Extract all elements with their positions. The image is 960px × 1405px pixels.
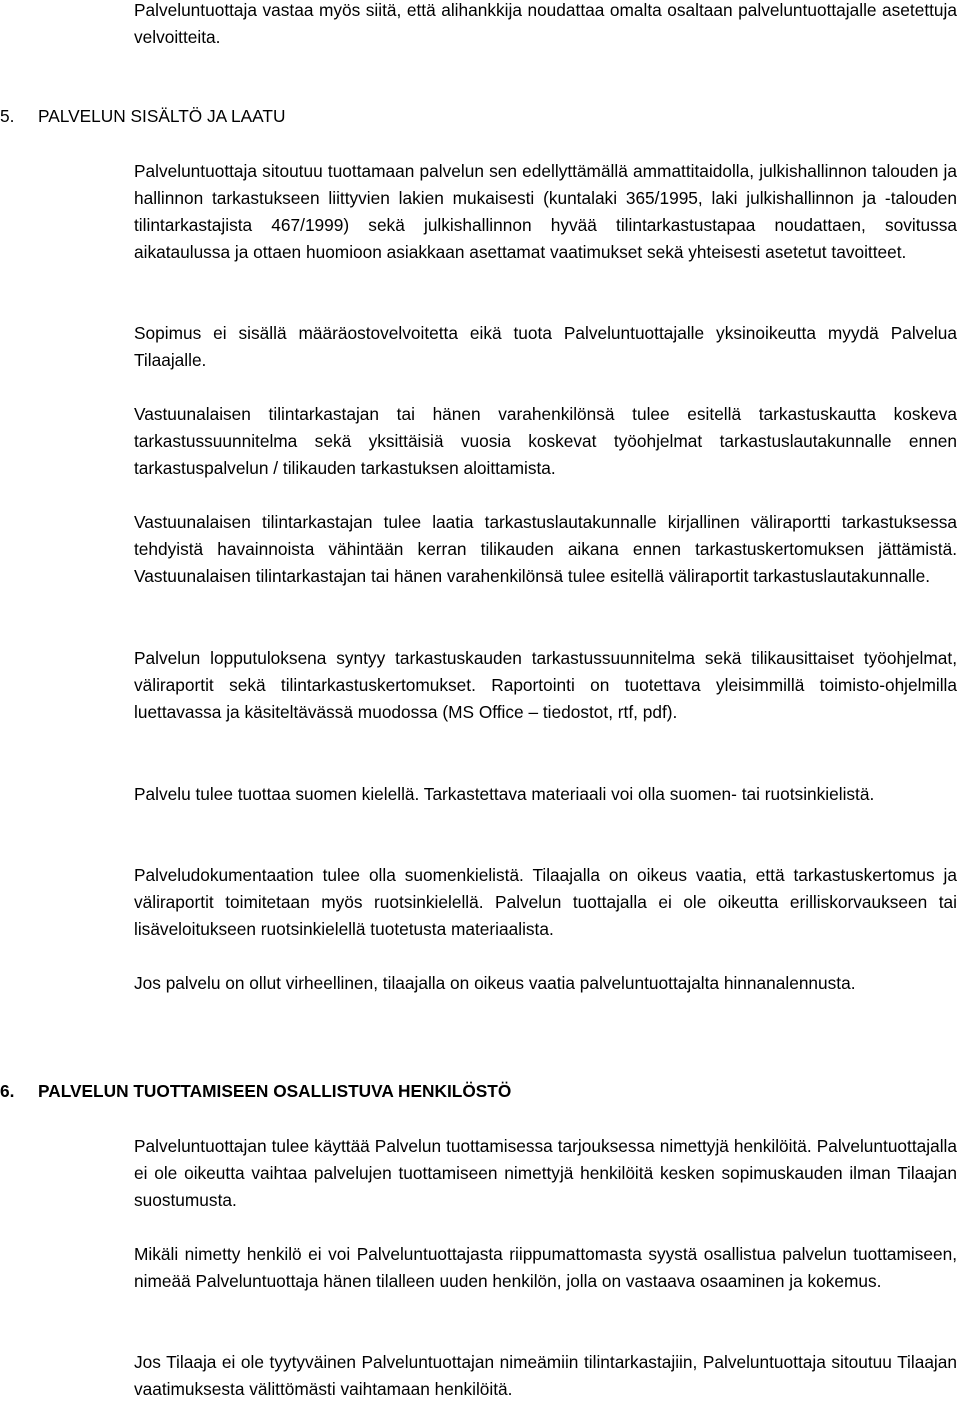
paragraph-language: Palvelu tulee tuottaa suomen kielellä. Tarkastettava materiaali voi olla suomen- tai ruotsinkielistä. <box>134 784 875 804</box>
section-number: 6. <box>0 1081 15 1101</box>
paragraph-client-dissatisfaction: Jos Tilaaja ei ole tyytyväinen Palveluntuottajan nimeämiin tilintarkastajiin, Palveluntuottaja sitoutuu Tilaajan vaatimuksesta välittömästi vaihtamaan henkilöitä. <box>134 1352 957 1399</box>
paragraph-replacement-personnel: Mikäli nimetty henkilö ei voi Palveluntuottajasta riippumattomasta syystä osallistua palvelun tuottamiseen, nimeää Palveluntuottaja hänen tilalleen uuden henkilön, jolla on vastaava osaaminen ja kokemus. <box>134 1244 957 1291</box>
paragraph-deliverables: Palvelun lopputuloksena syntyy tarkastuskauden tarkastussuunnitelma sekä tilikausittaiset työohjelmat, väliraportit sekä tilintarkastuskertomukset. Raportointi on tuotettava yleisimmillä toimisto-ohjelmilla luettavassa ja käsiteltävässä muodossa (MS Office – tiedostot, rtf, pdf). <box>134 648 957 722</box>
paragraph-documentation-language: Palveludokumentaation tulee olla suomenkielistä. Tilaajalla on oikeus vaatia, että tarkastuskertomus ja väliraportit toimitetaan myös ruotsinkielellä. Palvelun tuottajalla ei ole oikeutta erilliskorvaukseen tai lisäveloitukseen ruotsinkielellä tuotetusta materiaalista. <box>134 865 957 939</box>
paragraph-named-personnel: Palveluntuottajan tulee käyttää Palvelun tuottamisessa tarjouksessa nimettyjä henkilöitä. Palveluntuottajalla ei ole oikeutta vaihtaa palvelujen tuottamiseen nimettyjä henkilöitä kesken sopimuskauden ilman Tilaajan suostumusta. <box>134 1136 957 1210</box>
paragraph-audit-plan: Vastuunalaisen tilintarkastajan tai hänen varahenkilönsä tulee esitellä tarkastuskautta koskeva tarkastussuunnitelma sekä yksittäisiä vuosia koskevat työohjelmat tarkastuslautakunnalle ennen tarkastuspalvelun / tilikauden tarkastuksen aloittamista. <box>134 404 957 478</box>
section-title: PALVELUN TUOTTAMISEEN OSALLISTUVA HENKILÖSTÖ <box>38 1081 512 1101</box>
section-title: PALVELUN SISÄLTÖ JA LAATU <box>38 106 286 126</box>
paragraph-no-purchase-obligation: Sopimus ei sisällä määräostovelvoitetta eikä tuota Palveluntuottajalle yksinoikeutta myydä Palvelua Tilaajalle. <box>134 323 957 370</box>
paragraph-interim-report: Vastuunalaisen tilintarkastajan tulee laatia tarkastuslautakunnalle kirjallinen väliraportti tarkastuksessa tehdyistä havainnoista vähintään kerran tilikauden aikana ennen tarkastuskertomuksen jättämistä. Vastuunalaisen tilintarkastajan tai hänen varahenkilönsä tulee esitellä väliraportit tarkastuslautakunnalle. <box>134 512 957 586</box>
section-number: 5. <box>0 106 15 126</box>
paragraph-subcontractor-obligations: Palveluntuottaja vastaa myös siitä, että alihankkija noudattaa omalta osaltaan palveluntuottajalle asetettuja velvoitteita. <box>134 0 957 47</box>
paragraph-price-reduction: Jos palvelu on ollut virheellinen, tilaajalla on oikeus vaatia palveluntuottajalta hinnanalennusta. <box>134 973 856 993</box>
paragraph-service-quality: Palveluntuottaja sitoutuu tuottamaan palvelun sen edellyttämällä ammattitaidolla, julkishallinnon talouden ja hallinnon tarkastukseen liittyvien lakien mukaisesti (kuntalaki 365/1995, laki julkishallinnon ja -talouden tilintarkastajista 467/1999) sekä julkishallinnon hyvää tilintarkastustapaa noudattaen, sovitussa aikataulussa ja ottaen huomioon asiakkaan asettamat vaatimukset sekä yhteisesti asetetut tavoitteet. <box>134 161 957 262</box>
